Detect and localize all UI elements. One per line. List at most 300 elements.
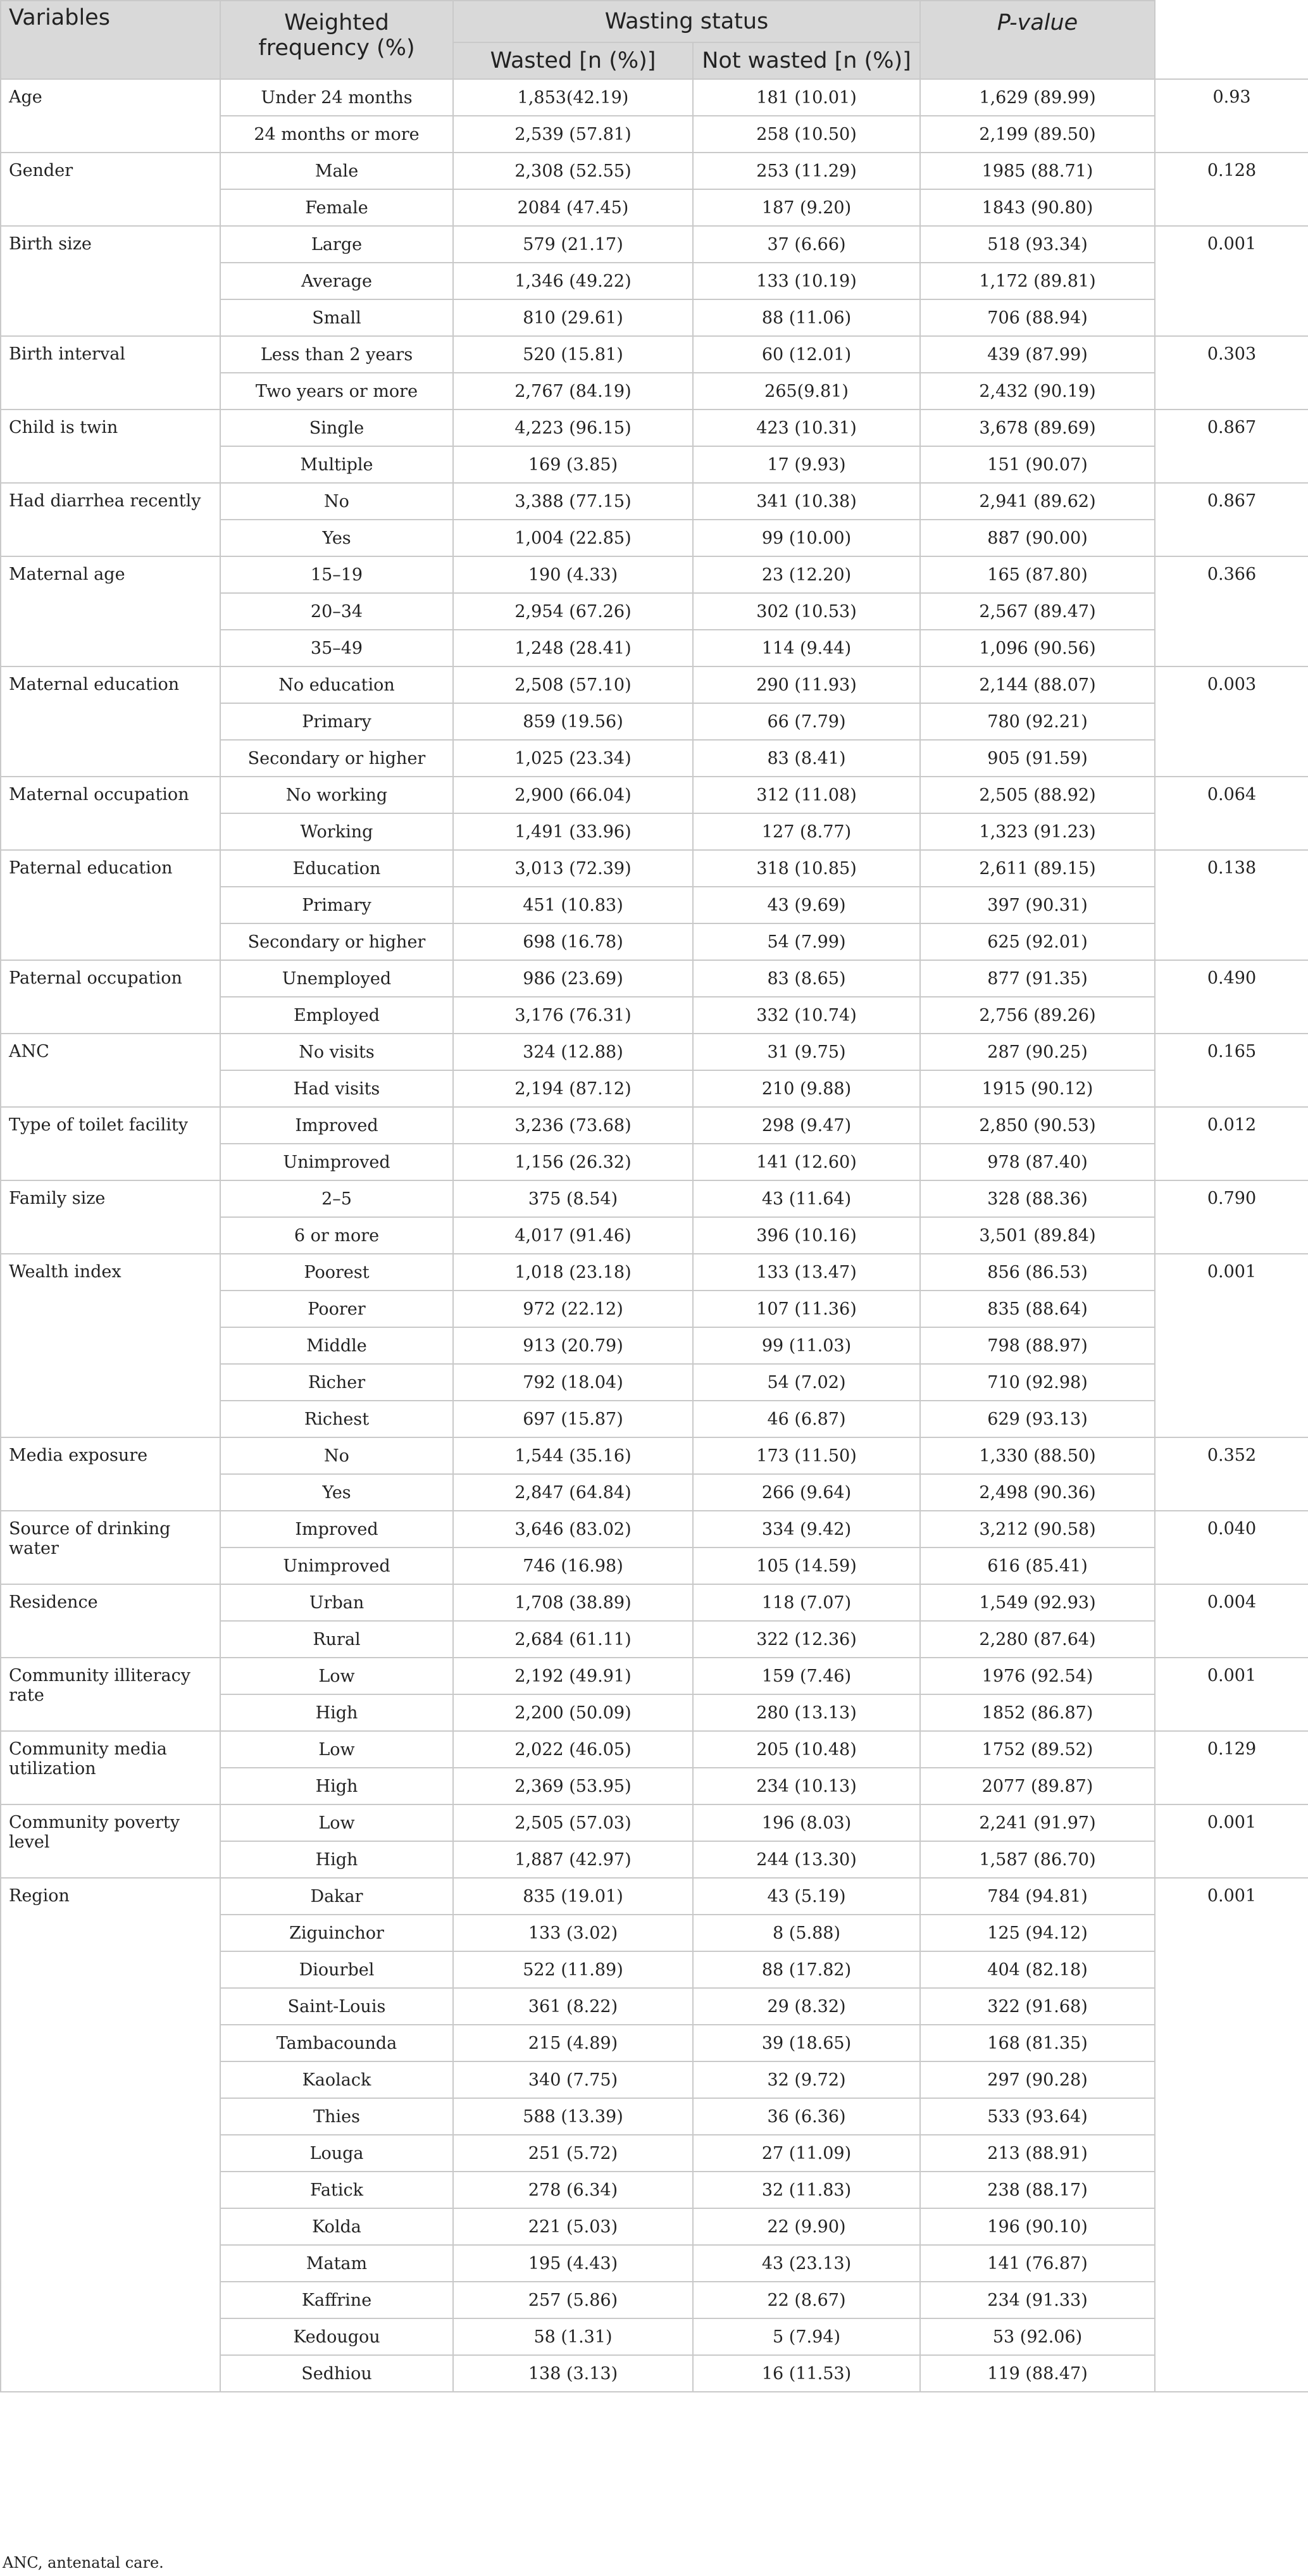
category-label: Thies [220,2098,453,2135]
category-label: Kedougou [220,2318,453,2355]
not-wasted-cell: 1752 (89.52) [920,1731,1155,1768]
category-label: High [220,1841,453,1878]
weighted-frequency-cell: 1,156 (26.32) [453,1144,693,1180]
category-label: Large [220,226,453,263]
weighted-frequency-cell: 746 (16.98) [453,1547,693,1584]
wasted-cell: 43 (23.13) [693,2245,920,2282]
weighted-frequency-cell: 913 (20.79) [453,1327,693,1364]
category-label: Unemployed [220,960,453,997]
weighted-frequency-cell: 520 (15.81) [453,336,693,373]
not-wasted-cell: 2,505 (88.92) [920,777,1155,813]
table-row [1,960,1308,997]
weighted-frequency-cell: 2,954 (67.26) [453,593,693,630]
wasted-cell: 312 (11.08) [693,777,920,813]
category-label: Less than 2 years [220,336,453,373]
category-label: Poorest [220,1254,453,1291]
category-label: Primary [220,703,453,740]
not-wasted-cell: 404 (82.18) [920,1951,1155,1988]
category-label: Had visits [220,1070,453,1107]
weighted-frequency-cell: 2,022 (46.05) [453,1731,693,1768]
category-label: Tambacounda [220,2025,453,2061]
table-row [1,1254,1308,1291]
category-label: No [220,483,453,520]
wasted-cell: 36 (6.36) [693,2098,920,2135]
not-wasted-cell: 798 (88.97) [920,1327,1155,1364]
category-label: No working [220,777,453,813]
not-wasted-cell: 1915 (90.12) [920,1070,1155,1107]
not-wasted-cell: 1,549 (92.93) [920,1584,1155,1621]
category-label: High [220,1768,453,1804]
weighted-frequency-cell: 257 (5.86) [453,2282,693,2318]
wasted-cell: 266 (9.64) [693,1474,920,1511]
not-wasted-cell: 238 (88.17) [920,2172,1155,2208]
header-wasted: Wasted [n (%)] [453,42,693,79]
wasted-cell: 22 (9.90) [693,2208,920,2245]
wasted-cell: 31 (9.75) [693,1034,920,1070]
wasted-cell: 196 (8.03) [693,1804,920,1841]
not-wasted-cell: 213 (88.91) [920,2135,1155,2172]
not-wasted-cell: 2,144 (88.07) [920,666,1155,703]
header-wasting-status: Wasting status [453,1,920,42]
category-label: Secondary or higher [220,923,453,960]
not-wasted-cell: 835 (88.64) [920,1291,1155,1327]
not-wasted-cell: 397 (90.31) [920,887,1155,923]
wasted-cell: 244 (13.30) [693,1841,920,1878]
not-wasted-cell: 2,199 (89.50) [920,116,1155,153]
category-label: Female [220,189,453,226]
category-label: Middle [220,1327,453,1364]
weighted-frequency-cell: 169 (3.85) [453,446,693,483]
table-row [1,1878,1308,1915]
wasted-cell: 54 (7.02) [693,1364,920,1401]
weighted-frequency-cell: 324 (12.88) [453,1034,693,1070]
weighted-frequency-cell: 190 (4.33) [453,556,693,593]
weighted-frequency-cell: 859 (19.56) [453,703,693,740]
weighted-frequency-cell: 215 (4.89) [453,2025,693,2061]
wasted-cell: 88 (11.06) [693,299,920,336]
variable-name: Birth size [1,226,220,336]
variable-name: Community poverty level [1,1804,220,1878]
header-variables: Variables [1,1,220,79]
weighted-frequency-cell: 2,505 (57.03) [453,1804,693,1841]
p-value-cell: 0.366 [1155,556,1308,666]
variable-name: Age [1,79,220,153]
weighted-frequency-cell: 2,308 (52.55) [453,153,693,189]
not-wasted-cell: 1985 (88.71) [920,153,1155,189]
category-label: Improved [220,1107,453,1144]
weighted-frequency-cell: 2,200 (50.09) [453,1694,693,1731]
category-label: 15–19 [220,556,453,593]
category-label: 20–34 [220,593,453,630]
variable-name: Community illiteracy rate [1,1658,220,1731]
category-label: Education [220,850,453,887]
weighted-frequency-cell: 835 (19.01) [453,1878,693,1915]
weighted-frequency-cell: 3,176 (76.31) [453,997,693,1034]
category-label: Rural [220,1621,453,1658]
not-wasted-cell: 439 (87.99) [920,336,1155,373]
weighted-frequency-cell: 698 (16.78) [453,923,693,960]
weighted-frequency-cell: 138 (3.13) [453,2355,693,2392]
not-wasted-cell: 2,611 (89.15) [920,850,1155,887]
wasted-cell: 181 (10.01) [693,79,920,116]
wasted-cell: 16 (11.53) [693,2355,920,2392]
wasted-cell: 88 (17.82) [693,1951,920,1988]
wasted-cell: 290 (11.93) [693,666,920,703]
not-wasted-cell: 780 (92.21) [920,703,1155,740]
not-wasted-cell: 328 (88.36) [920,1180,1155,1217]
p-value-cell: 0.303 [1155,336,1308,410]
weighted-frequency-cell: 2,369 (53.95) [453,1768,693,1804]
wasted-cell: 234 (10.13) [693,1768,920,1804]
not-wasted-cell: 616 (85.41) [920,1547,1155,1584]
weighted-frequency-cell: 4,017 (91.46) [453,1217,693,1254]
category-label: Richer [220,1364,453,1401]
not-wasted-cell: 3,501 (89.84) [920,1217,1155,1254]
category-label: Average [220,263,453,299]
p-value-cell: 0.001 [1155,1254,1308,1437]
variable-name: Community media utilization [1,1731,220,1804]
weighted-frequency-cell: 2,539 (57.81) [453,116,693,153]
weighted-frequency-cell: 3,388 (77.15) [453,483,693,520]
weighted-frequency-cell: 1,248 (28.41) [453,630,693,666]
wasted-cell: 99 (10.00) [693,520,920,556]
variable-name: Had diarrhea recently [1,483,220,556]
category-label: Low [220,1731,453,1768]
not-wasted-cell: 1852 (86.87) [920,1694,1155,1731]
wasted-cell: 205 (10.48) [693,1731,920,1768]
wasted-cell: 105 (14.59) [693,1547,920,1584]
not-wasted-cell: 2,756 (89.26) [920,997,1155,1034]
wasted-cell: 46 (6.87) [693,1401,920,1437]
category-label: Primary [220,887,453,923]
weighted-frequency-cell: 375 (8.54) [453,1180,693,1217]
category-label: Louga [220,2135,453,2172]
wasted-cell: 159 (7.46) [693,1658,920,1694]
weighted-frequency-cell: 1,853(42.19) [453,79,693,116]
wasted-cell: 43 (11.64) [693,1180,920,1217]
category-label: Secondary or higher [220,740,453,777]
category-label: Dakar [220,1878,453,1915]
table-row [1,1437,1308,1474]
not-wasted-cell: 625 (92.01) [920,923,1155,960]
weighted-frequency-cell: 588 (13.39) [453,2098,693,2135]
not-wasted-cell: 887 (90.00) [920,520,1155,556]
weighted-frequency-cell: 1,544 (35.16) [453,1437,693,1474]
category-label: Richest [220,1401,453,1437]
table-row [1,556,1308,593]
not-wasted-cell: 1,629 (89.99) [920,79,1155,116]
variable-name: Paternal occupation [1,960,220,1034]
category-label: Two years or more [220,373,453,410]
weighted-frequency-cell: 2,767 (84.19) [453,373,693,410]
header-weighted-frequency [220,1,453,79]
wasted-cell: 280 (13.13) [693,1694,920,1731]
p-value-cell: 0.129 [1155,1731,1308,1804]
table-row [1,1731,1308,1768]
category-label: No [220,1437,453,1474]
weighted-frequency-cell: 522 (11.89) [453,1951,693,1988]
category-label: Poorer [220,1291,453,1327]
p-value-cell: 0.003 [1155,666,1308,777]
not-wasted-cell: 2,850 (90.53) [920,1107,1155,1144]
wasted-cell: 83 (8.41) [693,740,920,777]
wasted-cell: 210 (9.88) [693,1070,920,1107]
p-value-cell: 0.064 [1155,777,1308,850]
wasted-cell: 423 (10.31) [693,410,920,446]
wasted-cell: 298 (9.47) [693,1107,920,1144]
not-wasted-cell: 1,323 (91.23) [920,813,1155,850]
wasted-cell: 8 (5.88) [693,1915,920,1951]
wasted-cell: 27 (11.09) [693,2135,920,2172]
not-wasted-cell: 784 (94.81) [920,1878,1155,1915]
wasted-cell: 118 (7.07) [693,1584,920,1621]
not-wasted-cell: 196 (90.10) [920,2208,1155,2245]
table-row [1,483,1308,520]
category-label: 6 or more [220,1217,453,1254]
weighted-frequency-cell: 2084 (47.45) [453,189,693,226]
weighted-frequency-cell: 2,508 (57.10) [453,666,693,703]
variable-name: Wealth index [1,1254,220,1437]
category-label: Single [220,410,453,446]
header-p-value-text: P-value [997,10,1078,35]
table-row [1,1107,1308,1144]
category-label: Diourbel [220,1951,453,1988]
table-row [1,777,1308,813]
not-wasted-cell: 297 (90.28) [920,2061,1155,2098]
wasted-cell: 302 (10.53) [693,593,920,630]
not-wasted-cell: 287 (90.25) [920,1034,1155,1070]
header-weighted-frequency-text: Weighted frequency (%) [258,10,415,61]
weighted-frequency-cell: 2,192 (49.91) [453,1658,693,1694]
category-label: High [220,1694,453,1731]
not-wasted-cell: 2,567 (89.47) [920,593,1155,630]
p-value-cell: 0.040 [1155,1511,1308,1584]
not-wasted-cell: 2,432 (90.19) [920,373,1155,410]
not-wasted-cell: 2077 (89.87) [920,1768,1155,1804]
weighted-frequency-cell: 1,708 (38.89) [453,1584,693,1621]
footnote: ANC, antenatal care. [3,2554,164,2572]
category-label: Matam [220,2245,453,2282]
weighted-frequency-cell: 278 (6.34) [453,2172,693,2208]
weighted-frequency-cell: 58 (1.31) [453,2318,693,2355]
not-wasted-cell: 518 (93.34) [920,226,1155,263]
wasted-cell: 334 (9.42) [693,1511,920,1547]
not-wasted-cell: 3,678 (89.69) [920,410,1155,446]
not-wasted-cell: 125 (94.12) [920,1915,1155,1951]
wasted-cell: 83 (8.65) [693,960,920,997]
not-wasted-cell: 53 (92.06) [920,2318,1155,2355]
p-value-cell: 0.001 [1155,1658,1308,1731]
wasted-cell: 32 (11.83) [693,2172,920,2208]
wasted-cell: 29 (8.32) [693,1988,920,2025]
category-label: Sedhiou [220,2355,453,2392]
table-row [1,226,1308,263]
not-wasted-cell: 1,587 (86.70) [920,1841,1155,1878]
variable-name: Region [1,1878,220,2392]
wasted-cell: 133 (10.19) [693,263,920,299]
category-label: Fatick [220,2172,453,2208]
wasted-cell: 22 (8.67) [693,2282,920,2318]
category-label: Ziguinchor [220,1915,453,1951]
weighted-frequency-cell: 1,025 (23.34) [453,740,693,777]
p-value-cell: 0.128 [1155,153,1308,226]
variable-name: Source of drinking water [1,1511,220,1584]
table-row [1,1034,1308,1070]
variable-name: Child is twin [1,410,220,483]
variable-name: Maternal age [1,556,220,666]
variable-name: Residence [1,1584,220,1658]
wasted-cell: 43 (5.19) [693,1878,920,1915]
header-p-value [920,1,1155,79]
wasted-cell: 54 (7.99) [693,923,920,960]
not-wasted-cell: 1976 (92.54) [920,1658,1155,1694]
wasted-cell: 332 (10.74) [693,997,920,1034]
p-value-cell: 0.004 [1155,1584,1308,1658]
weighted-frequency-cell: 972 (22.12) [453,1291,693,1327]
category-label: Unimproved [220,1144,453,1180]
p-value-cell: 0.867 [1155,483,1308,556]
wasted-cell: 341 (10.38) [693,483,920,520]
not-wasted-cell: 2,498 (90.36) [920,1474,1155,1511]
weighted-frequency-cell: 221 (5.03) [453,2208,693,2245]
weighted-frequency-cell: 3,236 (73.68) [453,1107,693,1144]
category-label: Kaffrine [220,2282,453,2318]
weighted-frequency-cell: 195 (4.43) [453,2245,693,2282]
category-label: Working [220,813,453,850]
weighted-frequency-cell: 986 (23.69) [453,960,693,997]
not-wasted-cell: 141 (76.87) [920,2245,1155,2282]
variable-name: Family size [1,1180,220,1254]
category-label: Male [220,153,453,189]
weighted-frequency-cell: 2,194 (87.12) [453,1070,693,1107]
category-label: Employed [220,997,453,1034]
category-label: Kaolack [220,2061,453,2098]
p-value-cell: 0.93 [1155,79,1308,153]
not-wasted-cell: 322 (91.68) [920,1988,1155,2025]
table-row [1,1804,1308,1841]
variable-name: Maternal education [1,666,220,777]
category-label: No visits [220,1034,453,1070]
category-label: Low [220,1658,453,1694]
weighted-frequency-cell: 1,346 (49.22) [453,263,693,299]
wasted-cell: 127 (8.77) [693,813,920,850]
p-value-cell: 0.790 [1155,1180,1308,1254]
wasted-cell: 187 (9.20) [693,189,920,226]
not-wasted-cell: 1843 (90.80) [920,189,1155,226]
weighted-frequency-cell: 133 (3.02) [453,1915,693,1951]
not-wasted-cell: 1,096 (90.56) [920,630,1155,666]
weighted-frequency-cell: 340 (7.75) [453,2061,693,2098]
category-label: Saint-Louis [220,1988,453,2025]
not-wasted-cell: 119 (88.47) [920,2355,1155,2392]
wasted-cell: 322 (12.36) [693,1621,920,1658]
category-label: 35–49 [220,630,453,666]
not-wasted-cell: 877 (91.35) [920,960,1155,997]
p-value-cell: 0.352 [1155,1437,1308,1511]
category-label: Improved [220,1511,453,1547]
wasted-cell: 396 (10.16) [693,1217,920,1254]
weighted-frequency-cell: 451 (10.83) [453,887,693,923]
weighted-frequency-cell: 4,223 (96.15) [453,410,693,446]
weighted-frequency-cell: 810 (29.61) [453,299,693,336]
weighted-frequency-cell: 1,004 (22.85) [453,520,693,556]
table-row [1,410,1308,446]
p-value-cell: 0.490 [1155,960,1308,1034]
table-row [1,336,1308,373]
category-label: 24 months or more [220,116,453,153]
category-label: 2–5 [220,1180,453,1217]
table-row [1,1180,1308,1217]
table-row [1,850,1308,887]
not-wasted-cell: 978 (87.40) [920,1144,1155,1180]
weighted-frequency-cell: 697 (15.87) [453,1401,693,1437]
table-header [1,1,1308,79]
not-wasted-cell: 710 (92.98) [920,1364,1155,1401]
p-value-cell: 0.165 [1155,1034,1308,1107]
category-label: Low [220,1804,453,1841]
wasted-cell: 23 (12.20) [693,556,920,593]
weighted-frequency-cell: 2,900 (66.04) [453,777,693,813]
variable-name: Maternal occupation [1,777,220,850]
wasted-cell: 99 (11.03) [693,1327,920,1364]
wasted-cell: 114 (9.44) [693,630,920,666]
not-wasted-cell: 234 (91.33) [920,2282,1155,2318]
weighted-frequency-cell: 579 (21.17) [453,226,693,263]
not-wasted-cell: 2,241 (91.97) [920,1804,1155,1841]
category-label: Urban [220,1584,453,1621]
p-value-cell: 0.001 [1155,226,1308,336]
not-wasted-cell: 168 (81.35) [920,2025,1155,2061]
weighted-frequency-cell: 3,646 (83.02) [453,1511,693,1547]
wasted-cell: 32 (9.72) [693,2061,920,2098]
category-label: Unimproved [220,1547,453,1584]
p-value-cell: 0.001 [1155,1878,1308,2392]
wasted-cell: 60 (12.01) [693,336,920,373]
category-label: Yes [220,1474,453,1511]
p-value-cell: 0.867 [1155,410,1308,483]
table-row [1,1584,1308,1621]
not-wasted-cell: 2,280 (87.64) [920,1621,1155,1658]
not-wasted-cell: 706 (88.94) [920,299,1155,336]
not-wasted-cell: 2,941 (89.62) [920,483,1155,520]
not-wasted-cell: 856 (86.53) [920,1254,1155,1291]
p-value-cell: 0.001 [1155,1804,1308,1878]
wasted-cell: 17 (9.93) [693,446,920,483]
p-value-cell: 0.012 [1155,1107,1308,1180]
weighted-frequency-cell: 1,018 (23.18) [453,1254,693,1291]
category-label: Under 24 months [220,79,453,116]
category-label: No education [220,666,453,703]
category-label: Multiple [220,446,453,483]
variable-name: Birth interval [1,336,220,410]
wasted-cell: 43 (9.69) [693,887,920,923]
variable-name: Type of toilet facility [1,1107,220,1180]
weighted-frequency-cell: 251 (5.72) [453,2135,693,2172]
category-label: Kolda [220,2208,453,2245]
category-label: Small [220,299,453,336]
not-wasted-cell: 3,212 (90.58) [920,1511,1155,1547]
weighted-frequency-cell: 1,887 (42.97) [453,1841,693,1878]
not-wasted-cell: 905 (91.59) [920,740,1155,777]
table-row [1,666,1308,703]
table-row [1,1511,1308,1547]
not-wasted-cell: 1,330 (88.50) [920,1437,1155,1474]
variable-name: ANC [1,1034,220,1107]
table-row [1,1658,1308,1694]
category-label: Yes [220,520,453,556]
wasted-cell: 318 (10.85) [693,850,920,887]
wasted-cell: 37 (6.66) [693,226,920,263]
